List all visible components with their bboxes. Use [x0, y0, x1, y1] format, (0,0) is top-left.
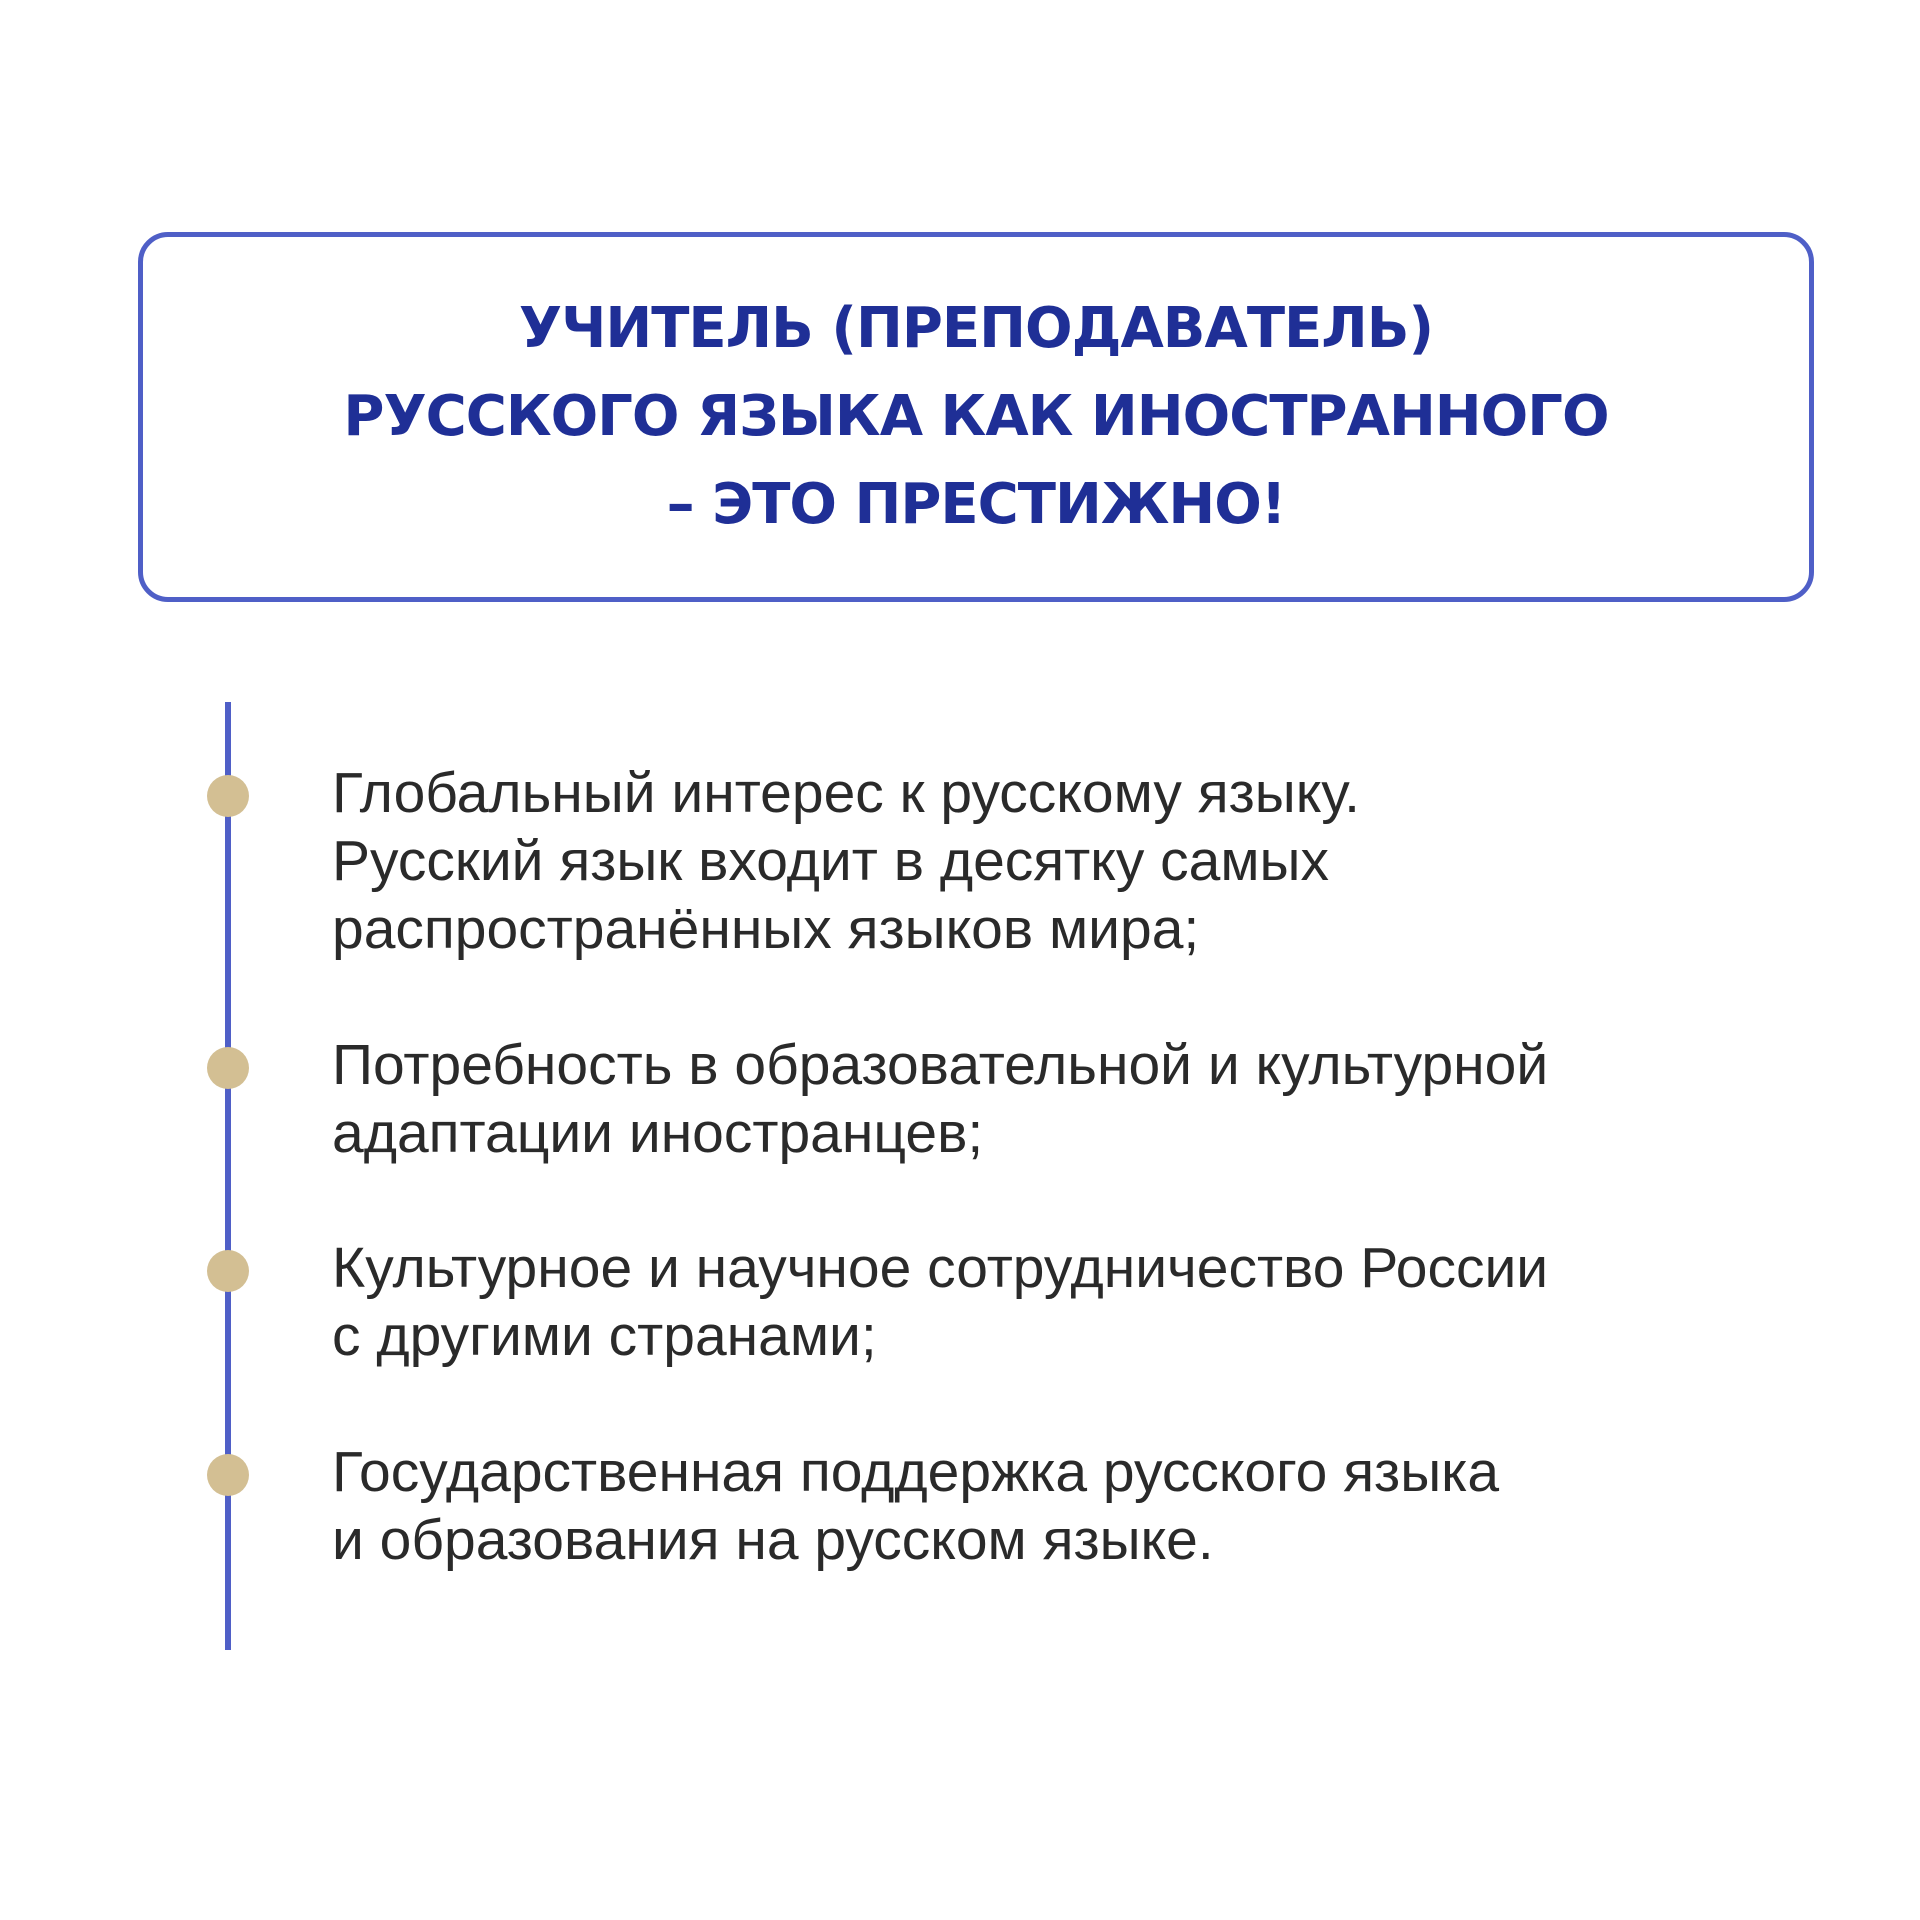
timeline-bullet-2 — [207, 1047, 249, 1089]
title-line-1: УЧИТЕЛЬ (ПРЕПОДАВАТЕЛЬ) — [518, 296, 1434, 361]
list-item-2-line-2: адаптации иностранцев; — [332, 1101, 984, 1165]
list-item-4 — [332, 1438, 1499, 1574]
list-item-3-line-2: с другими странами; — [332, 1304, 877, 1368]
timeline-line — [225, 702, 231, 1650]
list-item-2-line-1: Потребность в образовательной и культурной — [332, 1033, 1549, 1097]
page-title — [343, 285, 1608, 549]
timeline-bullet-4 — [207, 1454, 249, 1496]
list-item-4-line-1: Государственная поддержка русского языка — [332, 1440, 1500, 1504]
list-item-4-line-2: и образования на русском языке. — [332, 1508, 1214, 1572]
list-item-1-line-1: Глобальный интерес к русскому языку. — [332, 761, 1360, 825]
list-item-1-line-2: Русский язык входит в десятку самых — [332, 829, 1330, 893]
timeline-bullet-1 — [207, 775, 249, 817]
timeline-bullet-3 — [207, 1250, 249, 1292]
list-item-1-line-3: распространённых языков мира; — [332, 897, 1200, 961]
list-item-3-line-1: Культурное и научное сотрудничество России — [332, 1236, 1549, 1300]
title-box — [138, 232, 1814, 602]
title-line-2: РУССКОГО ЯЗЫКА КАК ИНОСТРАННОГО — [343, 384, 1609, 449]
list-item-3 — [332, 1234, 1548, 1370]
list-item-2 — [332, 1031, 1548, 1167]
list-item-1 — [332, 759, 1360, 963]
title-line-3: – ЭТО ПРЕСТИЖНО! — [666, 472, 1286, 537]
